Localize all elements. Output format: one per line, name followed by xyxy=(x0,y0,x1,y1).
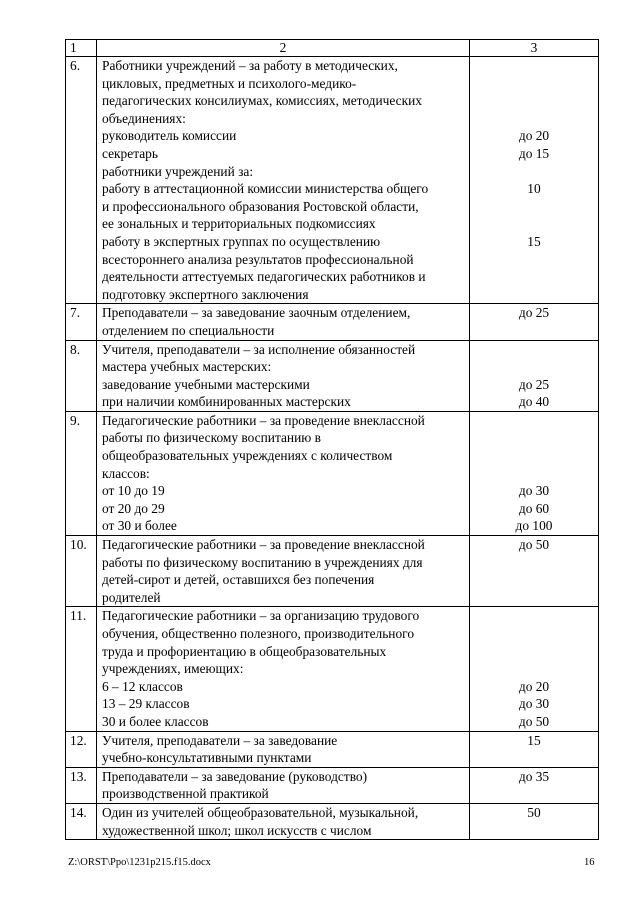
value-line xyxy=(470,412,598,430)
value-line xyxy=(470,589,598,607)
payments-table xyxy=(65,39,599,840)
table-row xyxy=(66,767,599,803)
description-line: работы по физическому воспитанию в xyxy=(102,430,321,446)
value-line: 10 xyxy=(527,181,541,197)
value-line: до 20 xyxy=(518,128,550,144)
row-description xyxy=(97,731,470,767)
row-description xyxy=(97,767,470,803)
value-line: 50 xyxy=(527,804,541,820)
table-row xyxy=(66,411,599,535)
description-line: Педагогические работники – за проведение внеклассной xyxy=(102,412,425,428)
value-line xyxy=(470,341,598,359)
description-line: учебно-консультативными пунктами xyxy=(102,750,312,766)
description-line: учреждениях, имеющих: xyxy=(102,661,244,677)
description-line: педагогических консилиумах, комиссиях, методических xyxy=(102,93,422,109)
value-line xyxy=(470,286,598,304)
description-line: Педагогические работники – за проведение внеклассной xyxy=(102,537,425,553)
description-line: работы по физическому воспитанию в учреждениях для xyxy=(102,554,423,570)
row-number: 13. xyxy=(66,767,97,803)
row-number: 10. xyxy=(66,536,97,607)
row-description xyxy=(97,411,470,535)
description-line: детей-сирот и детей, оставшихся без попечения xyxy=(102,572,375,588)
value-line: 15 xyxy=(527,732,541,748)
value-line xyxy=(470,465,598,483)
row-description xyxy=(97,607,470,731)
value-line: до 30 xyxy=(518,483,550,499)
description-line: при наличии комбинированных мастерских xyxy=(102,394,351,410)
value-line xyxy=(470,607,598,625)
description-line: родителей xyxy=(102,589,161,605)
value-line xyxy=(470,163,598,181)
description-line: классов: xyxy=(102,465,150,481)
description-line: Преподаватели – за заведование заочным отделением, xyxy=(102,305,411,321)
description-line: работу в экспертных группах по осуществлению xyxy=(102,233,381,249)
description-line: от 20 до 29 xyxy=(102,500,165,516)
footer-page-number: 16 xyxy=(584,857,595,868)
description-line: 30 и более классов xyxy=(102,713,209,729)
table-row xyxy=(66,536,599,607)
value-line: до 50 xyxy=(518,537,550,553)
header-col-3: 3 xyxy=(470,40,599,57)
value-line xyxy=(470,110,598,128)
row-number: 11. xyxy=(66,607,97,731)
row-value xyxy=(470,340,599,411)
description-line: от 30 и более xyxy=(102,518,177,534)
description-line: Учителя, преподаватели – за заведование xyxy=(102,732,338,748)
description-line: Учителя, преподаватели – за исполнение обязанностей xyxy=(102,341,416,357)
description-line: руководитель комиссии xyxy=(102,128,237,144)
description-line: 6 – 12 классов xyxy=(102,678,183,694)
value-line: до 20 xyxy=(518,678,550,694)
value-line: до 15 xyxy=(518,145,550,161)
value-line xyxy=(470,268,598,286)
value-line xyxy=(470,75,598,93)
value-line xyxy=(470,322,598,340)
description-line: деятельности аттестуемых педагогических работников и xyxy=(102,269,426,285)
description-line: отделением по специальности xyxy=(102,322,275,338)
table-header-row xyxy=(66,40,599,57)
table-row xyxy=(66,57,599,304)
row-description xyxy=(97,340,470,411)
value-line: до 60 xyxy=(518,500,550,516)
description-line: Преподаватели – за заведование (руководство) xyxy=(102,768,368,784)
row-number: 8. xyxy=(66,340,97,411)
description-line: работники учреждений за: xyxy=(102,163,254,179)
description-line: производственной практикой xyxy=(102,786,269,802)
description-line: объединениях: xyxy=(102,110,186,126)
row-value xyxy=(470,411,599,535)
value-line: до 50 xyxy=(518,713,550,729)
row-description xyxy=(97,536,470,607)
description-line: труда и профориентацию в общеобразовательных xyxy=(102,643,387,659)
footer-file-path: Z:\ORST\Ppo\1231p215.f15.docx xyxy=(68,857,211,868)
value-line: до 25 xyxy=(518,376,550,392)
value-line xyxy=(470,625,598,643)
value-line: до 30 xyxy=(518,696,550,712)
description-line: мастера учебных мастерских: xyxy=(102,359,272,375)
description-line: подготовку экспертного заключения xyxy=(102,286,309,302)
row-value xyxy=(470,304,599,340)
row-value xyxy=(470,57,599,304)
value-line xyxy=(470,554,598,572)
row-description xyxy=(97,304,470,340)
value-line: до 100 xyxy=(515,518,553,534)
value-line xyxy=(470,57,598,75)
description-line: обучения, общественно полезного, производительного xyxy=(102,626,415,641)
value-line: до 35 xyxy=(518,768,550,784)
row-value xyxy=(470,767,599,803)
value-line xyxy=(470,749,598,767)
value-line xyxy=(470,92,598,110)
description-line: цикловых, предметных и психолого-медико- xyxy=(102,75,357,91)
description-line: Педагогические работники – за организацию трудового xyxy=(102,608,420,624)
description-line: ее зональных и территориальных подкомиссиях xyxy=(102,216,376,232)
value-line xyxy=(470,251,598,269)
value-line xyxy=(470,215,598,233)
row-number: 12. xyxy=(66,731,97,767)
row-value xyxy=(470,607,599,731)
description-line: от 10 до 19 xyxy=(102,483,165,499)
row-number: 14. xyxy=(66,803,97,839)
row-value xyxy=(470,536,599,607)
value-line xyxy=(470,571,598,589)
description-line: Работники учреждений – за работу в методических, xyxy=(102,58,398,73)
table-row xyxy=(66,731,599,767)
description-line: всестороннего анализа результатов профессиональной xyxy=(102,251,414,267)
value-line: до 25 xyxy=(518,305,550,321)
table-row xyxy=(66,304,599,340)
row-number: 9. xyxy=(66,411,97,535)
row-description xyxy=(97,803,470,839)
value-line xyxy=(470,822,598,840)
header-col-1: 1 xyxy=(66,40,97,57)
value-line xyxy=(470,643,598,661)
row-value xyxy=(470,803,599,839)
description-line: 13 – 29 классов xyxy=(102,696,190,712)
description-line: Один из учителей общеобразовательной, музыкальной, xyxy=(102,804,419,820)
description-line: и профессионального образования Ростовской области, xyxy=(102,198,419,214)
value-line: до 40 xyxy=(518,394,550,410)
table-row xyxy=(66,607,599,731)
value-line xyxy=(470,660,598,678)
description-line: секретарь xyxy=(102,145,158,161)
value-line xyxy=(470,447,598,465)
header-col-2: 2 xyxy=(97,40,470,57)
row-number: 6. xyxy=(66,57,97,304)
value-line xyxy=(470,429,598,447)
row-value xyxy=(470,731,599,767)
value-line xyxy=(470,785,598,803)
description-line: заведование учебными мастерскими xyxy=(102,376,310,392)
description-line: художественной школ; школ искусств с числом xyxy=(102,822,372,838)
table-row xyxy=(66,340,599,411)
value-line xyxy=(470,358,598,376)
row-number: 7. xyxy=(66,304,97,340)
value-line xyxy=(470,198,598,216)
description-line: работу в аттестационной комиссии министерства общего xyxy=(102,181,429,197)
value-line: 15 xyxy=(527,233,541,249)
row-description xyxy=(97,57,470,304)
description-line: общеобразовательных учреждениях с количеством xyxy=(102,448,393,464)
table-row xyxy=(66,803,599,839)
